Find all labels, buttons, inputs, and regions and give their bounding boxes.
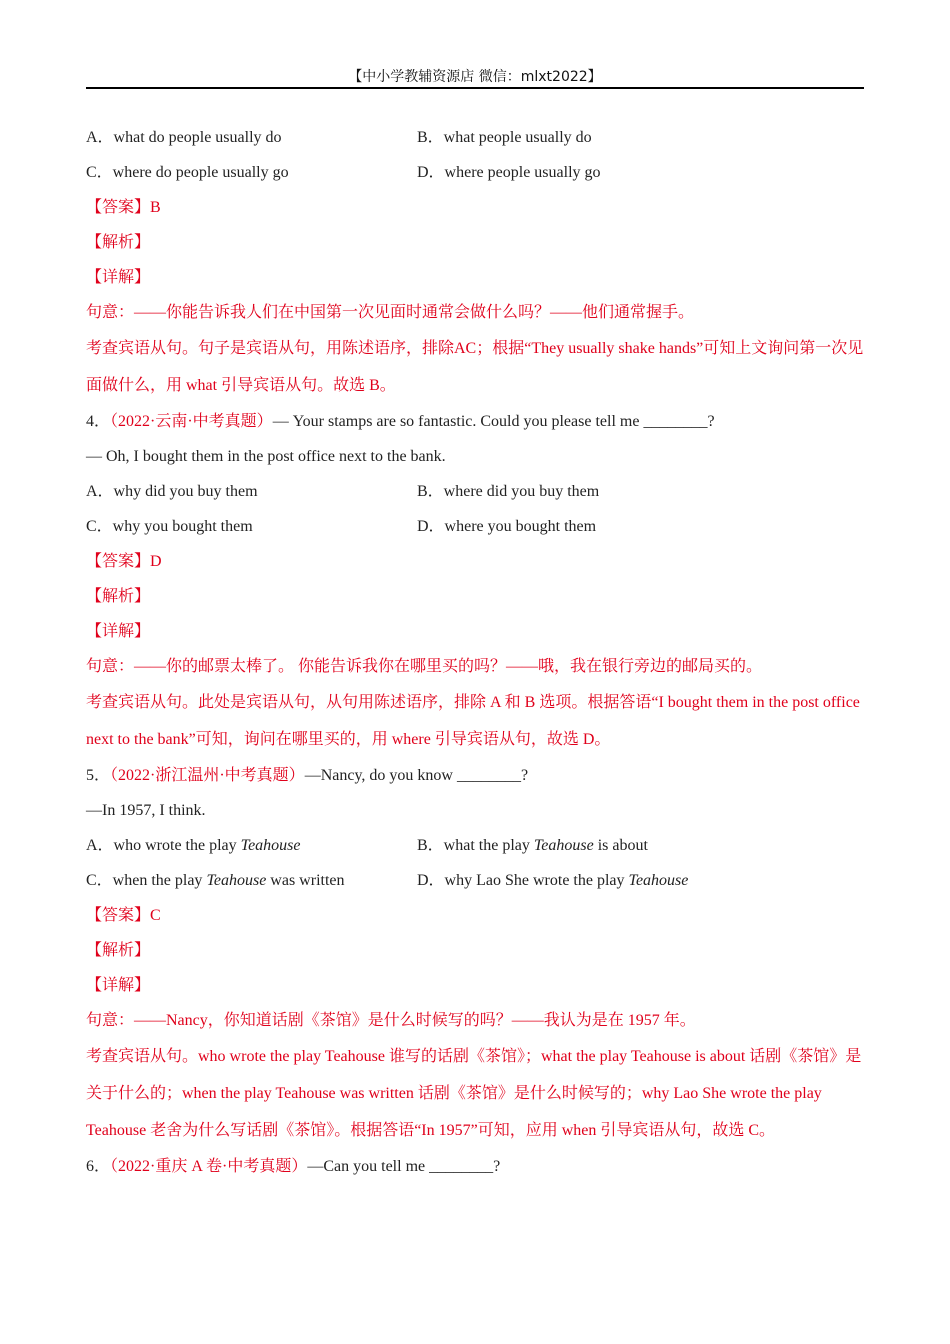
q5-explanation: 考查宾语从句。who wrote the play Teahouse 谁写的话剧《茶馆》；what the play Teahouse is about 话剧《茶馆》是关于什么的；when the play Teahouse was written 话剧《茶馆》是什么时候写的；why Lao She wrote the play Teahouse 老舍为什么写话剧《茶馆》。根据答语“In 1957”可知，应用 when 引导宾语从句，故选 C。 [86,1048,862,1139]
q5-question: —Nancy, do you know ________? [304,767,529,784]
q4-source: （2022·云南·中考真题） [110,413,273,430]
q4-option-d: D．where you bought them [417,518,597,535]
page-header: 【中小学教辅资源店 微信：mlxt2022】 [348,69,602,85]
q5-meaning: 句意：——Nancy，你知道话剧《茶馆》是什么时候写的吗？——我认为是在 1957 年。 [86,1012,696,1029]
q5-option-b [417,828,748,863]
q4-answer: 【答案】D [86,553,162,570]
q6-number: 6． [86,1158,111,1175]
q5-option-a-text: A．who wrote the play [86,837,241,854]
q5-option-d-title: Teahouse [628,872,689,889]
q3-option-a: A．what do people usually do [86,129,282,146]
document-body [86,120,864,1184]
q5-option-c-text: C．when the play [86,872,207,889]
q6-source: （2022·重庆 A 卷·中考真题） [110,1158,308,1175]
q3-options-row1 [86,120,864,155]
q5-option-c-tail: was written [266,872,345,889]
header-divider [86,87,864,89]
q3-options-row2 [86,155,864,190]
q4-number: 4． [86,413,111,430]
q4-option-a: A．why did you buy them [86,483,258,500]
q3-detail-label: 【详解】 [86,269,151,286]
q5-option-b-text: B．what the play [417,837,534,854]
q3-option-d: D．where people usually go [417,164,601,181]
q5-options-row2 [86,863,864,898]
q5-option-a [86,828,417,863]
q3-explanation: 考查宾语从句。句子是宾语从句，用陈述语序，排除AC；根据“They usually shake hands”可知上文询问第一次见面做什么，用 what 引导宾语从句。故选 B。 [86,340,864,394]
q4-analysis-label: 【解析】 [86,588,151,605]
q4-options-row2 [86,509,864,544]
q5-answer: 【答案】C [86,907,161,924]
q4-stem [86,404,864,439]
q4-reply: — Oh, I bought them in the post office next to the bank. [86,448,446,465]
q6-question: —Can you tell me ________? [307,1158,501,1175]
q5-option-c [86,863,417,898]
q5-option-a-title: Teahouse [240,837,301,854]
q6-stem [86,1149,864,1184]
q5-option-c-title: Teahouse [206,872,267,889]
q4-detail-label: 【详解】 [86,623,151,640]
q5-options-row1 [86,828,864,863]
q5-stem [86,758,864,793]
q4-option-b: B．where did you buy them [417,483,600,500]
q4-options-row1 [86,474,864,509]
q5-reply: —In 1957, I think. [86,802,206,819]
q5-source: （2022·浙江温州·中考真题） [110,767,305,784]
q4-explanation: 考查宾语从句。此处是宾语从句，从句用陈述语序，排除 A 和 B 选项。根据答语“I bought them in the post office next to the bank”可知，询问在哪里买的，用 where 引导宾语从句，故选 D。 [86,694,860,748]
q5-option-b-title: Teahouse [533,837,594,854]
q5-option-d-text: D．why Lao She wrote the play [417,872,629,889]
q5-analysis-label: 【解析】 [86,942,151,959]
q3-meaning: 句意：——你能告诉我人们在中国第一次见面时通常会做什么吗？——他们通常握手。 [86,304,695,321]
q3-option-c: C．where do people usually go [86,164,289,181]
q3-answer: 【答案】B [86,199,161,216]
q5-option-b-tail: is about [593,837,648,854]
q5-detail-label: 【详解】 [86,977,151,994]
q5-number: 5． [86,767,111,784]
q4-option-c: C．why you bought them [86,518,253,535]
q4-question: — Your stamps are so fantastic. Could you please tell me ________? [272,413,715,430]
q3-option-b: B．what people usually do [417,129,592,146]
q4-meaning: 句意：——你的邮票太棒了。 你能告诉我你在哪里买的吗？——哦，我在银行旁边的邮局买的。 [86,658,763,675]
q5-option-d [417,863,748,898]
q3-analysis-label: 【解析】 [86,234,151,251]
